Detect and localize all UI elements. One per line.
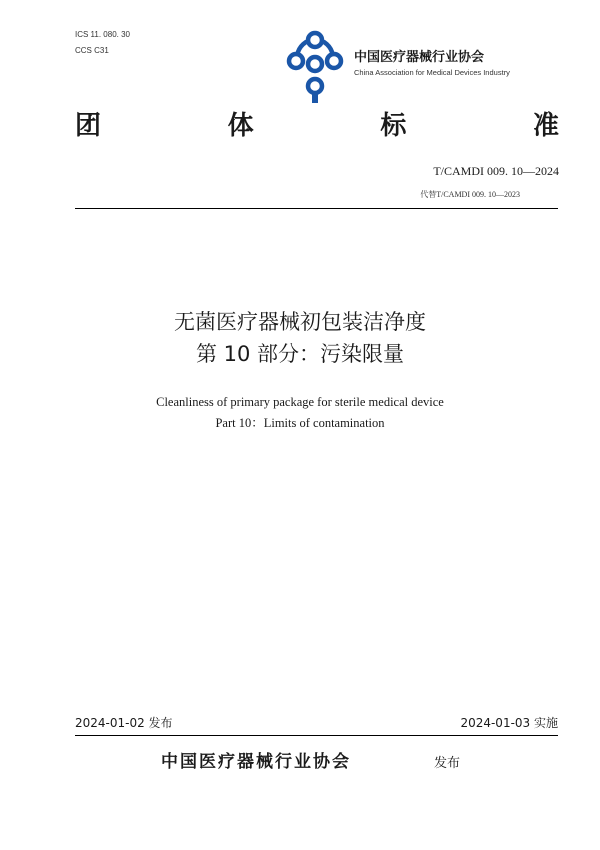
- title-cn-main: 无菌医疗器械初包装洁净度: [174, 310, 426, 334]
- camdi-logo-icon: [284, 28, 346, 104]
- issuer-name-cn: 中国医疗器械行业协会: [354, 50, 485, 65]
- header-divider: [75, 208, 558, 209]
- ics-code: ICS 11. 080. 30: [75, 30, 130, 39]
- ccs-code: CCS C31: [75, 46, 109, 55]
- issuer-name-en: China Association for Medical Devices Industry: [354, 68, 510, 77]
- document-type: 团 体 标 准: [75, 111, 559, 141]
- replaces-standard: 代替T/CAMDI 009. 10—2023: [420, 190, 520, 199]
- footer-issue-label: 发布: [434, 756, 461, 771]
- standard-number: T/CAMDI 009. 10—2024: [433, 164, 559, 178]
- title-cn-part: 第 10 部分：污染限量: [195, 342, 405, 366]
- publish-date: 2024-01-02 发布: [75, 716, 173, 730]
- title-en-main: Cleanliness of primary package for sterile medical device: [156, 395, 444, 409]
- title-en-part: Part 10：Limits of contamination: [215, 416, 385, 430]
- footer-divider: [75, 735, 558, 736]
- implement-date: 2024-01-03 实施: [460, 716, 558, 730]
- footer-issuer: 中国医疗器械行业协会: [161, 752, 351, 772]
